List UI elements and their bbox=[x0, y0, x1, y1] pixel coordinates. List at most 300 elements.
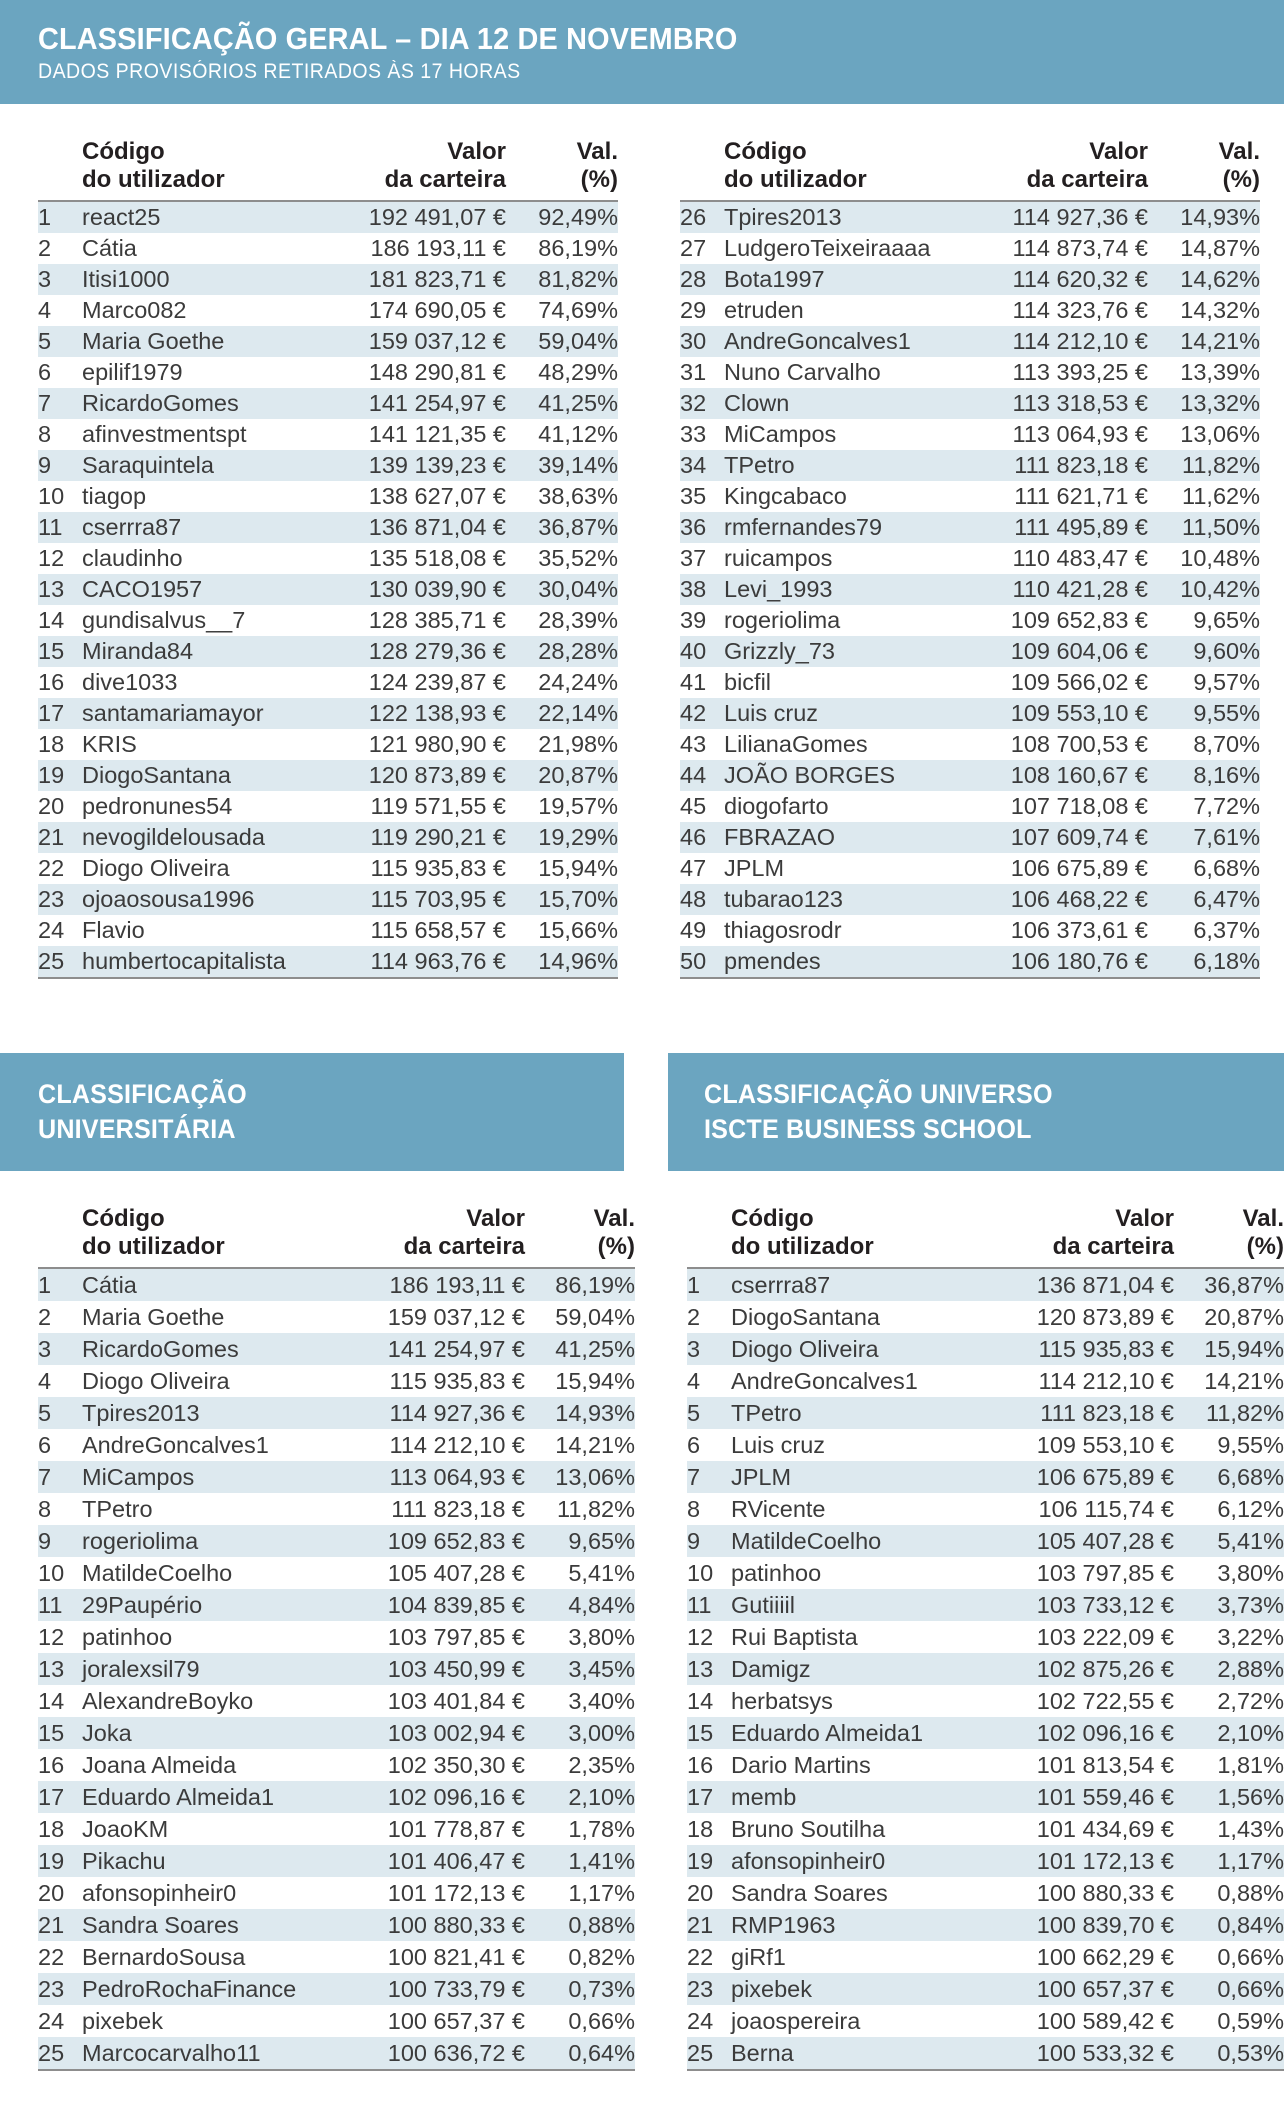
header-value-line1: Valor bbox=[466, 1205, 525, 1232]
cell-rank: 21 bbox=[38, 824, 65, 850]
table-row bbox=[38, 853, 618, 884]
header-pct bbox=[1148, 104, 1260, 138]
table-row bbox=[38, 388, 618, 419]
cell-pct: 13,39% bbox=[1180, 359, 1260, 385]
cell-value: 109 566,02 € bbox=[1010, 669, 1148, 695]
cell-value: 101 813,54 € bbox=[1036, 1752, 1174, 1778]
cell-rank: 12 bbox=[38, 545, 65, 571]
cell-pct: 7,72% bbox=[1193, 793, 1260, 819]
table-row bbox=[687, 1557, 1284, 1589]
header-value-line2: da carteira bbox=[384, 166, 506, 193]
table-body-universitaria bbox=[38, 1268, 635, 2070]
cell-code: patinhoo bbox=[731, 1560, 822, 1586]
cell-code: PedroRochaFinance bbox=[82, 1976, 297, 2002]
table-row bbox=[687, 1621, 1284, 1653]
table-row bbox=[38, 636, 618, 667]
cell-pct: 14,21% bbox=[555, 1432, 635, 1458]
cell-rank: 5 bbox=[38, 1400, 52, 1426]
cell-code: etruden bbox=[724, 297, 804, 323]
cell-value: 111 823,18 € bbox=[391, 1496, 525, 1522]
cell-pct: 2,88% bbox=[1217, 1656, 1284, 1682]
cell-rank: 14 bbox=[38, 607, 65, 633]
cell-code: RVicente bbox=[731, 1496, 826, 1522]
cell-pct: 14,32% bbox=[1180, 297, 1260, 323]
cell-pct: 3,45% bbox=[568, 1656, 635, 1682]
cell-code: claudinho bbox=[82, 545, 183, 571]
table-row bbox=[38, 1717, 635, 1749]
cell-rank: 8 bbox=[687, 1496, 701, 1522]
header-code-line1: Código bbox=[82, 138, 165, 165]
cell-pct: 15,94% bbox=[555, 1368, 635, 1394]
table-row bbox=[680, 512, 1260, 543]
cell-rank: 24 bbox=[38, 2008, 65, 2034]
table-row bbox=[680, 636, 1260, 667]
cell-rank: 9 bbox=[38, 452, 52, 478]
header-code-line2: do utilizador bbox=[731, 1233, 874, 1260]
table-row bbox=[38, 1845, 635, 1877]
cell-rank: 11 bbox=[38, 514, 63, 540]
cell-value: 102 875,26 € bbox=[1036, 1656, 1174, 1682]
cell-pct: 22,14% bbox=[538, 700, 618, 726]
table-body-iscte bbox=[687, 1268, 1284, 2070]
cell-pct: 0,66% bbox=[1217, 1976, 1284, 2002]
cell-code: rogeriolima bbox=[724, 607, 841, 633]
cell-rank: 1 bbox=[687, 1268, 731, 1301]
table-row bbox=[38, 884, 618, 915]
cell-code: RMP1963 bbox=[731, 1912, 836, 1938]
cell-pct: 19,57% bbox=[538, 793, 618, 819]
cell-pct: 15,94% bbox=[538, 855, 618, 881]
header-code-line2: do utilizador bbox=[82, 166, 225, 193]
cell-value: 103 733,12 € bbox=[1036, 1592, 1174, 1618]
cell-pct: 15,70% bbox=[538, 886, 618, 912]
table-row bbox=[680, 233, 1260, 264]
cell-pct: 5,41% bbox=[568, 1560, 635, 1586]
cell-pct: 6,12% bbox=[1217, 1496, 1284, 1522]
header-code-label bbox=[82, 138, 296, 201]
header-value-label bbox=[938, 138, 1148, 201]
cell-pct: 28,39% bbox=[538, 607, 618, 633]
table-row bbox=[680, 946, 1260, 978]
cell-value: 110 421,28 € bbox=[1012, 576, 1148, 602]
cell-rank: 46 bbox=[680, 824, 707, 850]
cell-code: Sandra Soares bbox=[731, 1880, 888, 1906]
cell-rank: 5 bbox=[38, 328, 52, 354]
geral-column-right bbox=[680, 104, 1260, 979]
header-code-label bbox=[724, 138, 938, 201]
table-row bbox=[680, 605, 1260, 636]
cell-value: 136 871,04 € bbox=[956, 1268, 1174, 1301]
header-code bbox=[82, 104, 296, 138]
cell-rank: 8 bbox=[38, 421, 52, 447]
header-value-label bbox=[296, 138, 506, 201]
cell-value: 114 963,76 € bbox=[296, 946, 506, 978]
table-row bbox=[680, 822, 1260, 853]
table-row bbox=[687, 1268, 1284, 1301]
table-row bbox=[38, 698, 618, 729]
cell-code: Berna bbox=[731, 2037, 956, 2070]
banner-iscte-line1: CLASSIFICAÇÃO UNIVERSO bbox=[703, 1079, 1053, 1109]
header-spacer-row bbox=[38, 104, 618, 138]
table-header-geral-2 bbox=[680, 104, 1260, 201]
table-row bbox=[38, 1877, 635, 1909]
cell-value: 115 935,83 € bbox=[389, 1368, 525, 1394]
header-pct-label bbox=[1148, 138, 1260, 201]
cell-rank: 17 bbox=[38, 1784, 65, 1810]
cell-code: thiagosrodr bbox=[724, 917, 842, 943]
cell-code: JOÃO BORGES bbox=[724, 762, 896, 788]
cell-rank: 6 bbox=[38, 359, 52, 385]
cell-pct: 11,62% bbox=[1182, 483, 1260, 509]
cell-pct: 9,55% bbox=[1217, 1432, 1284, 1458]
cell-value: 111 823,18 € bbox=[1014, 452, 1148, 478]
table-row bbox=[687, 1973, 1284, 2005]
cell-value: 115 935,83 € bbox=[370, 855, 506, 881]
cell-pct: 19,29% bbox=[538, 824, 618, 850]
cell-code: epilif1979 bbox=[82, 359, 183, 385]
cell-pct: 59,04% bbox=[538, 328, 618, 354]
cell-code: Nuno Carvalho bbox=[724, 359, 881, 385]
table-row bbox=[687, 1461, 1284, 1493]
header-value-line2: da carteira bbox=[403, 1233, 525, 1260]
cell-pct: 14,93% bbox=[1148, 201, 1260, 233]
cell-code: pedronunes54 bbox=[82, 793, 233, 819]
table-row bbox=[687, 2037, 1284, 2070]
cell-rank: 13 bbox=[38, 576, 65, 602]
cell-code: Diogo Oliveira bbox=[82, 855, 230, 881]
cell-pct: 15,94% bbox=[1204, 1336, 1284, 1362]
cell-value: 100 662,29 € bbox=[1036, 1944, 1174, 1970]
cell-code: Bota1997 bbox=[724, 266, 825, 292]
cell-code: tiagop bbox=[82, 483, 147, 509]
cell-pct: 0,66% bbox=[1217, 1944, 1284, 1970]
cell-code: Damigz bbox=[731, 1656, 811, 1682]
cell-value: 109 553,10 € bbox=[1010, 700, 1148, 726]
table-row bbox=[38, 543, 618, 574]
header-pct bbox=[525, 1171, 635, 1205]
banner-classificacao-universitaria bbox=[0, 1053, 624, 1171]
cell-value: 100 589,42 € bbox=[1036, 2008, 1174, 2034]
header-rank bbox=[680, 104, 724, 138]
cell-value: 105 407,28 € bbox=[387, 1560, 525, 1586]
header-code-label bbox=[731, 1205, 956, 1268]
cell-value: 107 718,08 € bbox=[1010, 793, 1148, 819]
cell-pct: 74,69% bbox=[538, 297, 618, 323]
cell-value: 159 037,12 € bbox=[387, 1304, 525, 1330]
cell-value: 121 980,90 € bbox=[368, 731, 506, 757]
cell-pct: 14,21% bbox=[1204, 1368, 1284, 1394]
cell-code: JPLM bbox=[731, 1464, 792, 1490]
cell-code: pmendes bbox=[724, 946, 938, 978]
classificacao-geral-section bbox=[0, 104, 1284, 979]
cell-value: 115 935,83 € bbox=[1038, 1336, 1174, 1362]
header-rank-label bbox=[38, 138, 82, 201]
table-row bbox=[680, 481, 1260, 512]
cell-value: 108 700,53 € bbox=[1010, 731, 1148, 757]
header-rank bbox=[687, 1171, 731, 1205]
cell-rank: 6 bbox=[687, 1432, 701, 1458]
cell-code: Marcocarvalho11 bbox=[82, 2037, 307, 2070]
cell-code: joralexsil79 bbox=[82, 1656, 200, 1682]
cell-value: 114 927,36 € bbox=[389, 1400, 525, 1426]
table-row bbox=[38, 1973, 635, 2005]
header-code-line1: Código bbox=[82, 1205, 165, 1232]
header-rank-label bbox=[680, 138, 724, 201]
table-header-universitaria bbox=[38, 1171, 635, 1268]
banner-universitaria-line2: UNIVERSITÁRIA bbox=[38, 1114, 236, 1144]
header-pct-line2: (%) bbox=[1246, 1233, 1284, 1260]
cell-value: 108 160,67 € bbox=[1010, 762, 1148, 788]
table-row bbox=[687, 1525, 1284, 1557]
cell-rank: 7 bbox=[38, 390, 52, 416]
cell-rank: 1 bbox=[38, 201, 82, 233]
cell-pct: 41,25% bbox=[555, 1336, 635, 1362]
cell-value: 101 406,47 € bbox=[387, 1848, 525, 1874]
cell-code: memb bbox=[731, 1784, 797, 1810]
cell-pct: 5,41% bbox=[1217, 1528, 1284, 1554]
cell-code: Pikachu bbox=[82, 1848, 166, 1874]
cell-value: 114 927,36 € bbox=[938, 201, 1148, 233]
cell-pct: 1,17% bbox=[1217, 1848, 1284, 1874]
cell-rank: 15 bbox=[38, 638, 65, 664]
cell-rank: 16 bbox=[38, 669, 65, 695]
cell-rank: 3 bbox=[687, 1336, 701, 1362]
cell-pct: 15,66% bbox=[538, 917, 618, 943]
header-value bbox=[307, 1171, 525, 1205]
cell-value: 100 839,70 € bbox=[1036, 1912, 1174, 1938]
header-code-line1: Código bbox=[731, 1205, 814, 1232]
cell-rank: 19 bbox=[687, 1848, 714, 1874]
table-row bbox=[38, 233, 618, 264]
cell-code: react25 bbox=[82, 201, 296, 233]
cell-pct: 9,57% bbox=[1193, 669, 1260, 695]
cell-value: 106 115,74 € bbox=[1038, 1496, 1174, 1522]
cell-code: Joana Almeida bbox=[82, 1752, 237, 1778]
cell-rank: 15 bbox=[687, 1720, 714, 1746]
banner-iscte-text bbox=[704, 1077, 1053, 1147]
table-row bbox=[38, 574, 618, 605]
cell-code: joaospereira bbox=[731, 2008, 861, 2034]
table-row bbox=[38, 667, 618, 698]
cell-pct: 0,59% bbox=[1217, 2008, 1284, 2034]
cell-pct: 38,63% bbox=[538, 483, 618, 509]
table-row bbox=[38, 1333, 635, 1365]
cell-pct: 1,43% bbox=[1217, 1816, 1284, 1842]
header-labels-row bbox=[38, 1205, 635, 1268]
cell-rank: 39 bbox=[680, 607, 707, 633]
cell-value: 120 873,89 € bbox=[368, 762, 506, 788]
cell-rank: 2 bbox=[38, 235, 52, 261]
cell-rank: 23 bbox=[38, 1976, 65, 2002]
cell-rank: 44 bbox=[680, 762, 707, 788]
cell-value: 114 212,10 € bbox=[389, 1432, 525, 1458]
cell-code: herbatsys bbox=[731, 1688, 833, 1714]
cell-pct: 59,04% bbox=[555, 1304, 635, 1330]
cell-code: ruicampos bbox=[724, 545, 833, 571]
cell-rank: 45 bbox=[680, 793, 707, 819]
cell-value: 104 839,85 € bbox=[387, 1592, 525, 1618]
table-header-geral-1 bbox=[38, 104, 618, 201]
cell-code: Itisi1000 bbox=[82, 266, 170, 292]
cell-value: 102 350,30 € bbox=[387, 1752, 525, 1778]
cell-rank: 32 bbox=[680, 390, 707, 416]
cell-value: 106 675,89 € bbox=[1036, 1464, 1174, 1490]
cell-code: Cátia bbox=[82, 235, 137, 261]
cell-rank: 5 bbox=[687, 1400, 701, 1426]
cell-rank: 4 bbox=[687, 1368, 701, 1394]
cell-pct: 3,73% bbox=[1217, 1592, 1284, 1618]
cell-code: MiCampos bbox=[724, 421, 837, 447]
cell-code: TPetro bbox=[724, 452, 795, 478]
table-row bbox=[38, 1397, 635, 1429]
cell-value: 101 172,13 € bbox=[387, 1880, 525, 1906]
cell-pct: 13,06% bbox=[555, 1464, 635, 1490]
cell-value: 106 373,61 € bbox=[1010, 917, 1148, 943]
header-pct-line2: (%) bbox=[1222, 166, 1260, 193]
table-row bbox=[687, 1813, 1284, 1845]
cell-rank: 11 bbox=[38, 1592, 63, 1618]
cell-rank: 30 bbox=[680, 328, 707, 354]
cell-code: AlexandreBoyko bbox=[82, 1688, 254, 1714]
header-code-line2: do utilizador bbox=[82, 1233, 225, 1260]
cell-pct: 11,82% bbox=[1206, 1400, 1284, 1426]
cell-rank: 13 bbox=[687, 1656, 714, 1682]
cell-code: humbertocapitalista bbox=[82, 946, 296, 978]
cell-code: patinhoo bbox=[82, 1624, 173, 1650]
cell-value: 119 290,21 € bbox=[370, 824, 506, 850]
cell-code: pixebek bbox=[731, 1976, 812, 2002]
cell-value: 124 239,87 € bbox=[368, 669, 506, 695]
cell-value: 128 385,71 € bbox=[368, 607, 506, 633]
cell-rank: 20 bbox=[687, 1880, 714, 1906]
header-value bbox=[938, 104, 1148, 138]
cell-pct: 11,82% bbox=[557, 1496, 635, 1522]
table-row bbox=[680, 388, 1260, 419]
cell-code: TPetro bbox=[731, 1400, 802, 1426]
cell-pct: 0,88% bbox=[1217, 1880, 1284, 1906]
cell-value: 100 657,37 € bbox=[1036, 1976, 1174, 2002]
cell-code: Maria Goethe bbox=[82, 1304, 225, 1330]
cell-rank: 18 bbox=[38, 731, 65, 757]
cell-value: 113 064,93 € bbox=[1012, 421, 1148, 447]
header-value-line1: Valor bbox=[447, 138, 506, 165]
cell-value: 100 533,32 € bbox=[956, 2037, 1174, 2070]
cell-code: Grizzly_73 bbox=[724, 638, 836, 664]
header-value-label bbox=[956, 1205, 1174, 1268]
cell-value: 174 690,05 € bbox=[368, 297, 506, 323]
cell-pct: 9,55% bbox=[1193, 700, 1260, 726]
table-row bbox=[680, 201, 1260, 233]
cell-code: MiCampos bbox=[82, 1464, 195, 1490]
table-row bbox=[38, 450, 618, 481]
table-row bbox=[687, 1685, 1284, 1717]
header-value bbox=[296, 104, 506, 138]
cell-code: Luis cruz bbox=[724, 700, 819, 726]
cell-pct: 36,87% bbox=[1174, 1268, 1284, 1301]
header-code bbox=[724, 104, 938, 138]
table-row bbox=[680, 357, 1260, 388]
cell-code: bicfil bbox=[724, 669, 772, 695]
table-row bbox=[38, 481, 618, 512]
cell-code: santamariamayor bbox=[82, 700, 264, 726]
ranking-table-iscte bbox=[687, 1171, 1284, 2071]
cell-code: JoaoKM bbox=[82, 1816, 169, 1842]
cell-code: Bruno Soutilha bbox=[731, 1816, 886, 1842]
table-row bbox=[687, 1365, 1284, 1397]
header-pct-line2: (%) bbox=[580, 166, 618, 193]
header-pct-label bbox=[506, 138, 618, 201]
table-row bbox=[687, 1781, 1284, 1813]
header-pct-label bbox=[1174, 1205, 1284, 1268]
cell-pct: 20,87% bbox=[538, 762, 618, 788]
cell-pct: 13,06% bbox=[1180, 421, 1260, 447]
cell-pct: 14,87% bbox=[1180, 235, 1260, 261]
cell-code: BernardoSousa bbox=[82, 1944, 246, 1970]
cell-value: 106 468,22 € bbox=[1010, 886, 1148, 912]
cell-code: Levi_1993 bbox=[724, 576, 833, 602]
cell-code: Kingcabaco bbox=[724, 483, 847, 509]
cell-code: diogofarto bbox=[724, 793, 829, 819]
main-header-text-block bbox=[38, 20, 790, 85]
cell-rank: 31 bbox=[680, 359, 707, 385]
header-pct-line1: Val. bbox=[1242, 1205, 1284, 1232]
cell-code: nevogildelousada bbox=[82, 824, 265, 850]
cell-pct: 0,73% bbox=[568, 1976, 635, 2002]
cell-pct: 0,84% bbox=[1217, 1912, 1284, 1938]
cell-rank: 41 bbox=[680, 669, 707, 695]
header-pct bbox=[1174, 1171, 1284, 1205]
cell-value: 100 636,72 € bbox=[307, 2037, 525, 2070]
header-pct-line1: Val. bbox=[576, 138, 618, 165]
iscte-column bbox=[687, 1171, 1284, 2071]
cell-code: MatildeCoelho bbox=[82, 1560, 233, 1586]
header-code-line1: Código bbox=[724, 138, 807, 165]
cell-value: 159 037,12 € bbox=[368, 328, 506, 354]
cell-pct: 28,28% bbox=[538, 638, 618, 664]
header-value bbox=[956, 1171, 1174, 1205]
page-title: CLASSIFICAÇÃO GERAL – DIA 12 DE NOVEMBRO bbox=[38, 21, 738, 56]
cell-value: 141 121,35 € bbox=[368, 421, 506, 447]
cell-value: 192 491,07 € bbox=[296, 201, 506, 233]
table-row bbox=[38, 357, 618, 388]
cell-code: Eduardo Almeida1 bbox=[731, 1720, 924, 1746]
cell-pct: 6,68% bbox=[1217, 1464, 1284, 1490]
cell-pct: 48,29% bbox=[538, 359, 618, 385]
cell-code: afonsopinheir0 bbox=[82, 1880, 237, 1906]
cell-rank: 47 bbox=[680, 855, 707, 881]
cell-code: 29Paupério bbox=[82, 1592, 203, 1618]
cell-rank: 25 bbox=[687, 2037, 731, 2070]
table-row bbox=[38, 1909, 635, 1941]
header-spacer-row bbox=[38, 1171, 635, 1205]
table-row bbox=[38, 2005, 635, 2037]
cell-rank: 7 bbox=[687, 1464, 701, 1490]
cell-rank: 3 bbox=[38, 1336, 52, 1362]
cell-pct: 24,24% bbox=[538, 669, 618, 695]
cell-code: Flavio bbox=[82, 917, 145, 943]
table-row bbox=[38, 201, 618, 233]
table-row bbox=[38, 326, 618, 357]
cell-rank: 37 bbox=[680, 545, 707, 571]
table-row bbox=[680, 915, 1260, 946]
cell-rank: 34 bbox=[680, 452, 707, 478]
page-subtitle: DADOS PROVISÓRIOS RETIRADOS ÀS 17 HORAS bbox=[38, 60, 521, 83]
cell-value: 115 658,57 € bbox=[370, 917, 506, 943]
cell-pct: 14,93% bbox=[555, 1400, 635, 1426]
cell-pct: 14,96% bbox=[506, 946, 618, 978]
cell-rank: 43 bbox=[680, 731, 707, 757]
cell-pct: 9,65% bbox=[568, 1528, 635, 1554]
